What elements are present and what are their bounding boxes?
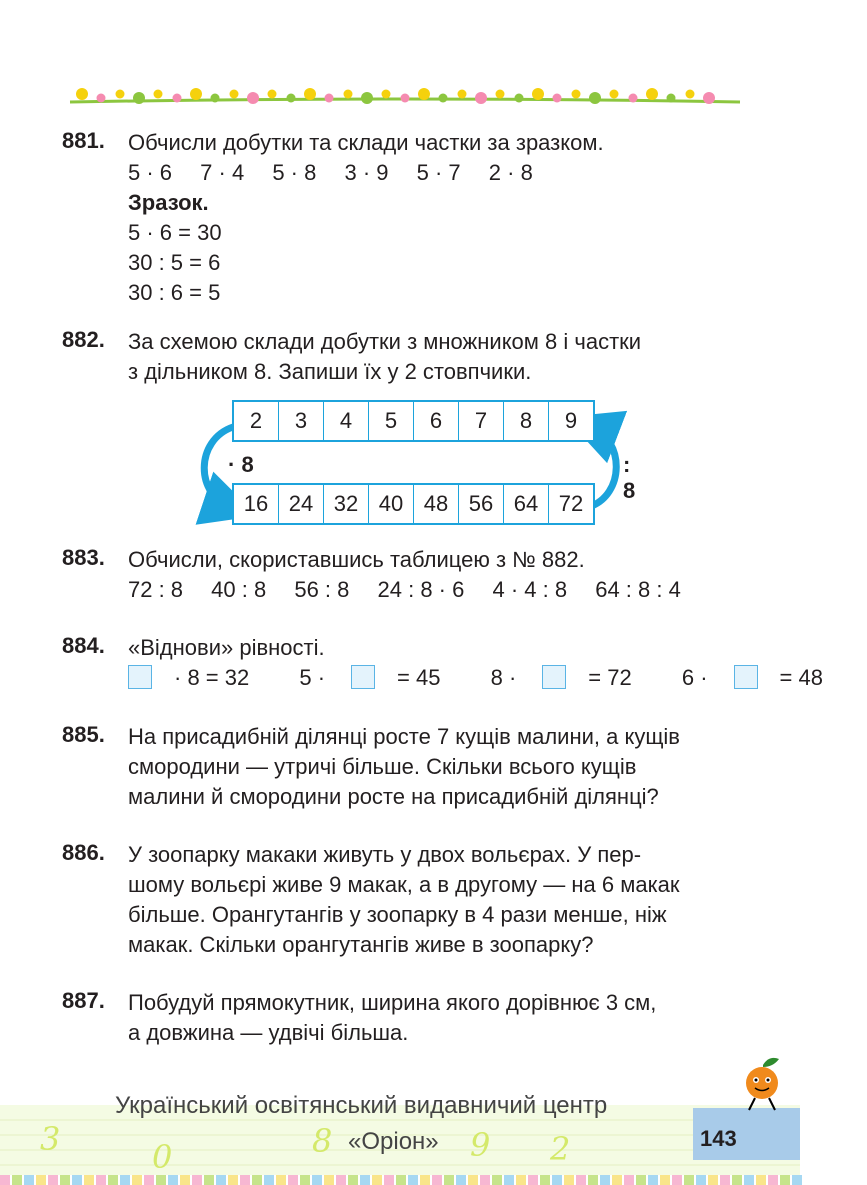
stripe-block [96,1175,106,1185]
schema-cell: 3 [279,402,324,440]
stripe-block [336,1175,346,1185]
exercise-number: 886. [62,840,105,865]
equation-part: 8 · [490,665,517,690]
blank-box [542,665,566,689]
exercise-number: 881. [62,128,105,153]
flower-icon [610,90,619,99]
flower-icon [211,94,220,103]
flower-icon [382,90,391,99]
flower-icon [532,88,544,100]
exercise-886 [62,840,752,960]
stripe-block [300,1175,310,1185]
stripe-block [144,1175,154,1185]
schema-cell: 40 [369,485,414,523]
stripe-block [744,1175,754,1185]
publisher-name: Український освітянський видавничий центр [115,1092,608,1119]
expression: 64 : 8 : 4 [595,577,681,602]
stripe-block [528,1175,538,1185]
exercise-text: У зоопарку макаки живуть у двох вольєрах. У пер- [128,842,642,867]
schema-cell: 9 [564,408,578,433]
exercise-887 [62,988,752,1048]
stripe-block [636,1175,646,1185]
flower-icon [287,94,296,103]
stripe-block [420,1175,430,1185]
flower-icon [97,94,106,103]
stripe-block [228,1175,238,1185]
exercise-text: більше. Орангутангів у зоопарку в 4 рази менше, ніж [128,902,667,927]
schema-cell: 5 [369,402,414,440]
expression-list [128,158,752,188]
flower-icon [344,90,353,99]
stripe-block [48,1175,58,1185]
schema-cell: 6 [414,402,459,440]
stripe-block [756,1175,766,1185]
stripe-block [192,1175,202,1185]
multiply-operator: · 8 [228,452,254,477]
expression: 4 · 4 : 8 [492,577,568,602]
stripe-block [708,1175,718,1185]
flower-icon [439,94,448,103]
stripe-block [660,1175,670,1185]
stripe-block [132,1175,142,1185]
flower-icon [154,90,163,99]
expression: 72 : 8 [128,577,184,602]
stripe-block [612,1175,622,1185]
flower-icon [629,94,638,103]
expression: 5 · 7 [416,160,461,185]
exercise-number: 884. [62,633,105,658]
stripe-block [372,1175,382,1185]
stripe-block [468,1175,478,1185]
exercise-text: макак. Скільки орангутангів живе в зоопарку? [128,932,594,957]
stripe-block [0,1175,10,1185]
stripe-block [480,1175,490,1185]
exercise-number: 885. [62,722,105,747]
exercise-883 [62,545,752,605]
flower-icon [572,90,581,99]
stripe-block [444,1175,454,1185]
exercise-number: 883. [62,545,105,570]
exercise-number: 882. [62,327,105,352]
stripe-block [84,1175,94,1185]
stripe-block [120,1175,130,1185]
stripe-block [672,1175,682,1185]
stripe-block [324,1175,334,1185]
divide-operator: : 8 [623,452,636,503]
schema-cell: 4 [324,402,369,440]
equation-list [128,663,823,693]
stripe-block [24,1175,34,1185]
schema-cell: 64 [504,485,549,523]
stripe-block [108,1175,118,1185]
stripe-block [600,1175,610,1185]
stripe-block [792,1175,802,1185]
schema-cell: 24 [279,485,324,523]
multiplication-schema [195,395,635,540]
schema-cell: 2 [234,402,279,440]
blank-box [734,665,758,689]
equation-part: = 45 [397,665,441,690]
flower-icon [401,94,410,103]
expression: 2 · 8 [488,160,533,185]
flower-icon [230,90,239,99]
stripe-block [780,1175,790,1185]
stripe-block [588,1175,598,1185]
stripe-block [564,1175,574,1185]
exercise-text: За схемою склади добутки з множником 8 і частки [128,329,642,354]
stripe-block [360,1175,370,1185]
stripe-block [264,1175,274,1185]
exercise-text: «Віднови» рівності. [128,635,325,660]
flower-icon [133,92,145,104]
flower-icon [361,92,373,104]
background-digit: 2 [550,1130,571,1168]
stripe-block [684,1175,694,1185]
equation-part: = 72 [588,665,632,690]
flower-icon [589,92,601,104]
exercise-number: 887. [62,988,105,1013]
exercise-text: Обчисли, скориставшись таблицею з № 882. [128,547,585,572]
stripe-block [288,1175,298,1185]
stripe-block [216,1175,226,1185]
flower-icon [475,92,487,104]
schema-cell: 7 [459,402,504,440]
schema-cell: 16 [234,485,279,523]
background-digit: 9 [470,1126,491,1164]
schema-bottom-row [232,483,595,525]
background-digit: 3 [40,1120,61,1158]
flower-icon [247,92,259,104]
exercise-text: Обчисли добутки та склади частки за зразком. [128,130,604,155]
stripe-block [408,1175,418,1185]
exercise-text: а довжина — удвічі більша. [128,1020,409,1045]
stripe-block [36,1175,46,1185]
flower-icon [458,90,467,99]
page-number: 143 [700,1126,737,1151]
schema-cell: 48 [414,485,459,523]
stripe-block [312,1175,322,1185]
flower-icon [515,94,524,103]
stripe-block [540,1175,550,1185]
stripe-block [276,1175,286,1185]
flower-icon [703,92,715,104]
stripe-block [204,1175,214,1185]
stripe-block [348,1175,358,1185]
background-digit: 8 [312,1122,333,1160]
stripe-block [504,1175,514,1185]
flower-icon [304,88,316,100]
equation-part: = 48 [779,665,823,690]
stripe-block [732,1175,742,1185]
stripe-block [180,1175,190,1185]
equation-part: · 8 = 32 [174,665,250,690]
expression: 40 : 8 [211,577,267,602]
expression: 56 : 8 [294,577,350,602]
expression: 5 · 6 [128,160,173,185]
flower-icon [325,94,334,103]
flower-icon [116,90,125,99]
sample-line: 30 : 5 = 6 [128,250,221,275]
schema-cell: 8 [504,402,549,440]
flower-icon [268,90,277,99]
stripe-block [252,1175,262,1185]
expression-list [128,575,752,605]
schema-cell: 56 [459,485,504,523]
exercise-text: малини й смородини росте на присадибній ділянці? [128,784,659,809]
flower-icon [496,90,505,99]
schema-top-row [232,400,595,442]
stripe-block [768,1175,778,1185]
schema-cell: 72 [558,491,584,516]
flower-icon [418,88,430,100]
flower-icon [667,94,676,103]
expression: 3 · 9 [344,160,389,185]
stripe-block [492,1175,502,1185]
stripe-block [156,1175,166,1185]
flower-icon [686,90,695,99]
sample-line: 30 : 6 = 5 [128,280,221,305]
stripe-block [624,1175,634,1185]
stripe-block [396,1175,406,1185]
flower-border-decoration [70,82,740,108]
publisher-brand: «Оріон» [348,1128,439,1155]
stripe-block [60,1175,70,1185]
stripe-block [12,1175,22,1185]
expression: 24 : 8 · 6 [377,577,465,602]
exercise-text: На присадибній ділянці росте 7 кущів малини, а кущів [128,724,680,749]
equation-part: 5 · [299,665,326,690]
sample-line: 5 · 6 = 30 [128,220,222,245]
stripe-block [720,1175,730,1185]
stripe-block [552,1175,562,1185]
flower-icon [190,88,202,100]
stripe-block [168,1175,178,1185]
background-digit: 0 [152,1138,173,1176]
stripe-block [696,1175,706,1185]
stripe-block [432,1175,442,1185]
exercise-text: шому вольєрі живе 9 макак, а в другому — на 6 макак [128,872,680,897]
exercise-885 [62,722,752,812]
stripe-block [576,1175,586,1185]
blank-box [351,665,375,689]
stripe-block [456,1175,466,1185]
schema-cell: 32 [324,485,369,523]
stripe-block [648,1175,658,1185]
exercise-text: Побудуй прямокутник, ширина якого дорівнює 3 см, [128,990,657,1015]
exercise-884 [62,633,823,693]
orange-mascot-icon [735,1055,790,1113]
flower-icon [173,94,182,103]
stripe-block [240,1175,250,1185]
stripe-block [384,1175,394,1185]
exercise-text: смородини — утричі більше. Скільки всього кущів [128,754,637,779]
expression: 5 · 8 [272,160,317,185]
stripe-block [516,1175,526,1185]
exercise-881 [62,128,752,308]
flower-icon [76,88,88,100]
blank-box [128,665,152,689]
flower-icon [646,88,658,100]
expression: 7 · 4 [200,160,245,185]
flower-icon [553,94,562,103]
exercise-882 [62,327,752,387]
equation-part: 6 · [681,665,708,690]
exercise-text: з дільником 8. Запиши їх у 2 стовпчики. [128,359,532,384]
stripe-block [72,1175,82,1185]
sample-label: Зразок. [128,190,209,215]
